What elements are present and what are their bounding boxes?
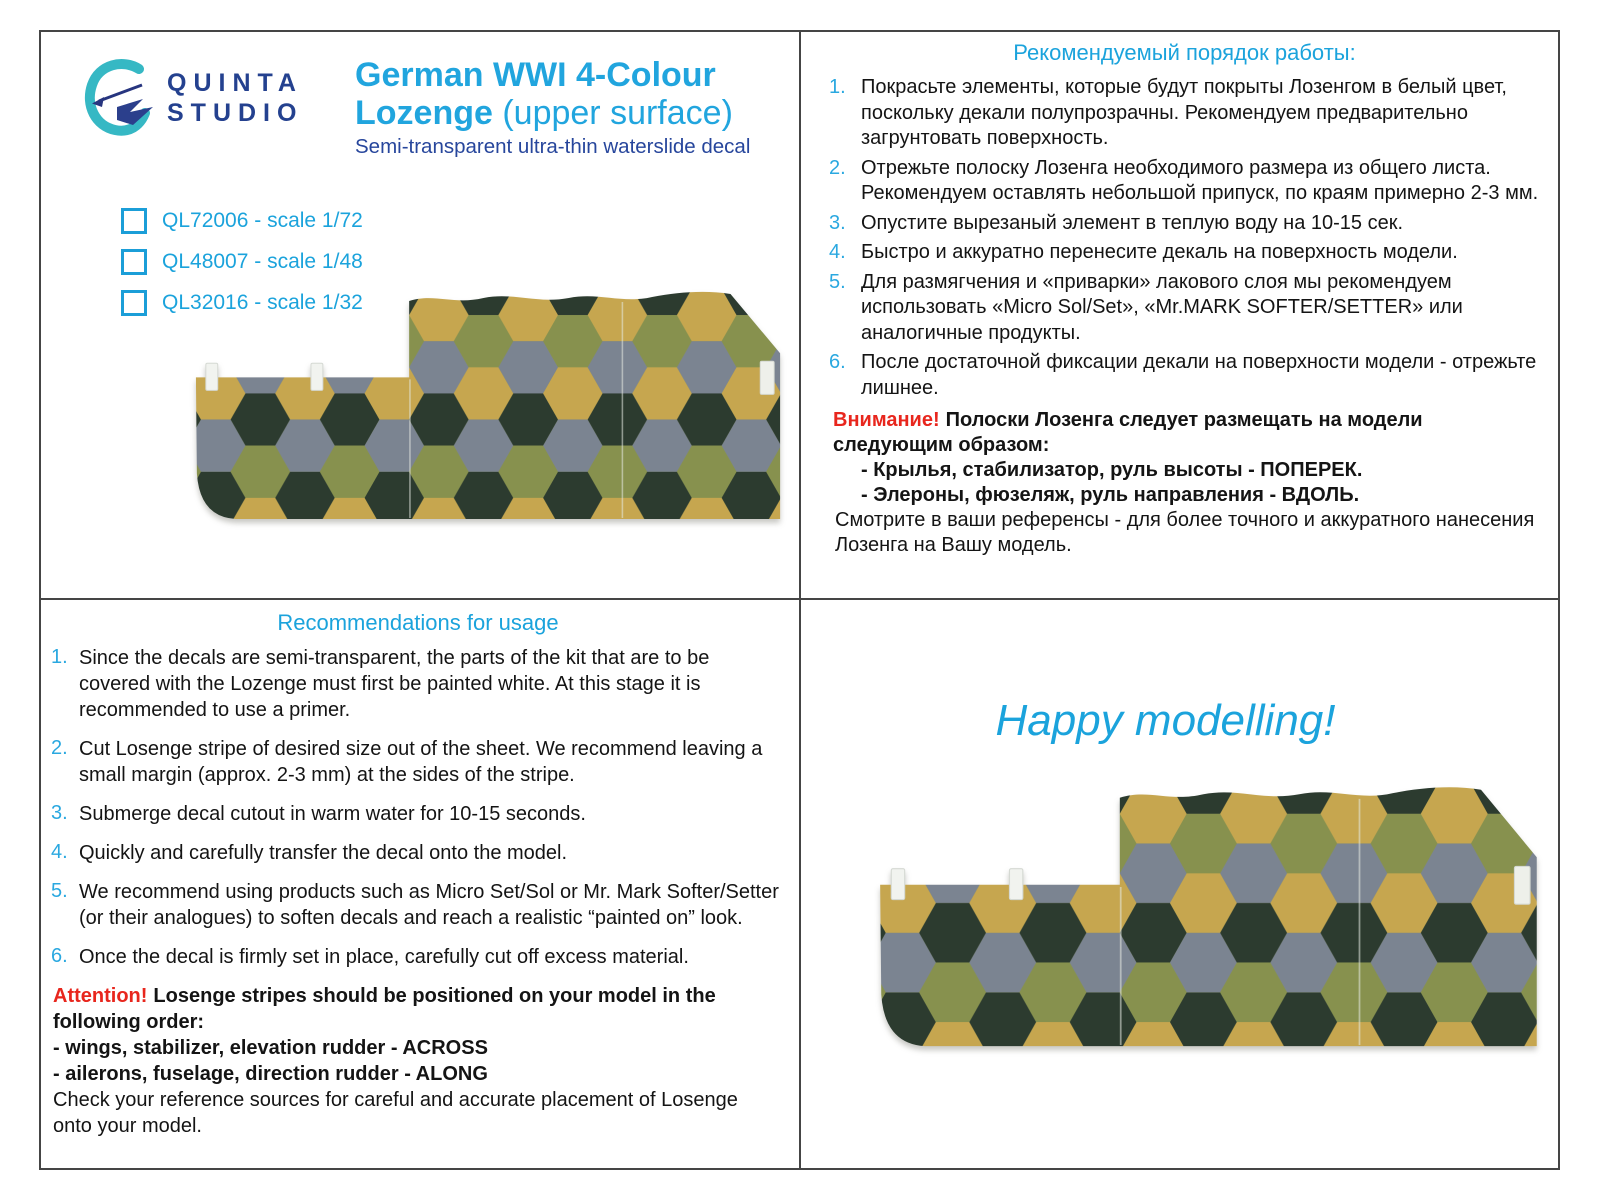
vertical-divider bbox=[799, 30, 801, 1170]
product-row-1-48 bbox=[121, 241, 363, 282]
product-title-block bbox=[355, 56, 797, 159]
happy-modelling-text: Happy modelling! bbox=[995, 696, 1336, 745]
russian-attention-rule: - Элероны, фюзеляж, руль направления - ВДОЛЬ. bbox=[861, 484, 1360, 506]
product-title-line2 bbox=[355, 94, 797, 132]
list-item: 6. После достаточной фиксации декали на поверхности модели - отрежьте лишнее. bbox=[829, 351, 1537, 399]
product-label-1-32: QL32016 - scale 1/32 bbox=[162, 290, 363, 314]
russian-attention-block bbox=[829, 408, 1540, 558]
english-attention-intro: Losenge stripes should be positioned on your model in the following order: bbox=[53, 985, 716, 1033]
title-lozenge: Lozenge bbox=[355, 94, 493, 132]
decal-tab bbox=[206, 363, 218, 390]
russian-heading: Рекомендуемый порядок работы: bbox=[1013, 40, 1356, 65]
list-item: 5. We recommend using products such as Micro Set/Sol or Mr. Mark Softer/Setter (or their analogues) to soften decals and reach a realistic “painted on” look. bbox=[51, 880, 779, 929]
russian-attention-label: Внимание! bbox=[833, 409, 940, 431]
horizontal-divider bbox=[39, 598, 1560, 600]
quadrant-header bbox=[41, 32, 797, 596]
list-item: 4. Быстро и аккуратно перенесите декаль на поверхность модели. bbox=[829, 241, 1458, 263]
quinta-logo-icon bbox=[83, 58, 157, 138]
decal-tab bbox=[311, 363, 323, 390]
product-label-1-48: QL48007 - scale 1/48 bbox=[162, 249, 363, 273]
quadrant-russian-instructions bbox=[803, 32, 1558, 596]
quadrant-footer bbox=[803, 602, 1558, 1164]
english-attention-block bbox=[51, 983, 745, 1139]
list-item: 3. Опустите вырезаный элемент в теплую воду на 10-15 сек. bbox=[829, 211, 1404, 234]
product-checkbox-1-72[interactable] bbox=[121, 208, 147, 234]
russian-attention-intro: Полоски Лозенга следует размещать на модели следующим образом: bbox=[833, 409, 1423, 456]
product-subtitle: Semi-transparent ultra-thin waterslide decal bbox=[355, 135, 751, 158]
list-item: 1. Since the decals are semi-transparent, the parts of the kit that are to be covered with the Lozenge must first be painted white. At this stage it is recommended to use a primer. bbox=[51, 646, 710, 721]
lozenge-decal-sheet-image-bottom bbox=[869, 784, 1549, 1061]
product-label-1-72: QL72006 - scale 1/72 bbox=[162, 208, 363, 232]
english-heading: Recommendations for usage bbox=[277, 610, 559, 635]
product-row-1-72 bbox=[121, 200, 363, 241]
product-title-line1: German WWI 4-Colour bbox=[355, 56, 716, 94]
logo-word-2: STUDIO bbox=[167, 99, 304, 127]
list-item: 6. Once the decal is firmly set in place, carefully cut off excess material. bbox=[51, 945, 689, 968]
english-attention-label: Attention! bbox=[53, 985, 148, 1007]
list-item: 5. Для размягчения и «приварки» лакового слоя мы рекомендуем использовать «Micro Sol/Set», «Mr.MARK SOFTER/SETTER» или аналогичные продукты. bbox=[829, 270, 1463, 344]
english-attention-rule: - wings, stabilizer, elevation rudder - ACROSS bbox=[53, 1037, 488, 1059]
russian-attention-tail: Смотрите в ваши референсы - для более точного и аккуратного нанесения Лозенга на Вашу модель. bbox=[835, 509, 1535, 556]
english-step-list bbox=[51, 645, 785, 970]
english-attention-rule: - ailerons, fuselage, direction rudder - ALONG bbox=[53, 1063, 488, 1085]
russian-step-list bbox=[829, 75, 1540, 401]
list-item: 1. Покрасьте элементы, которые будут покрыты Лозенгом в белый цвет, поскольку декали полупрозрачны. Рекомендуем предварительно загрунтовать поверхность. bbox=[829, 76, 1507, 149]
list-item: 2. Отрежьте полоску Лозенга необходимого размера из общего листа. Рекомендуем оставлять небольшой припуск, по краям примерно 2-3 мм. bbox=[829, 156, 1539, 204]
lozenge-decal-sheet-image-top bbox=[186, 289, 791, 532]
decal-tab bbox=[760, 361, 774, 394]
product-checkbox-1-48[interactable] bbox=[121, 249, 147, 275]
list-item: 4. Quickly and carefully transfer the decal onto the model. bbox=[51, 841, 568, 864]
product-checkbox-1-32[interactable] bbox=[121, 290, 147, 316]
english-attention-tail: Check your reference sources for careful and accurate placement of Losenge onto your model. bbox=[53, 1089, 738, 1137]
logo-word-1: QUINTA bbox=[167, 69, 303, 97]
arrow-icon bbox=[99, 85, 142, 101]
list-item: 3. Submerge decal cutout in warm water for 10-15 seconds. bbox=[51, 802, 586, 825]
quadrant-english-instructions bbox=[41, 602, 797, 1166]
russian-attention-rule: - Крылья, стабилизатор, руль высоты - ПОПЕРЕК. bbox=[861, 459, 1363, 481]
list-item: 2. Cut Losenge stripe of desired size out of the sheet. We recommend leaving a small margin (approx. 2-3 mm) at the sides of the stripe. bbox=[51, 737, 763, 786]
quinta-studio-logo bbox=[83, 58, 303, 138]
title-upper-surface: (upper surface) bbox=[492, 94, 733, 132]
